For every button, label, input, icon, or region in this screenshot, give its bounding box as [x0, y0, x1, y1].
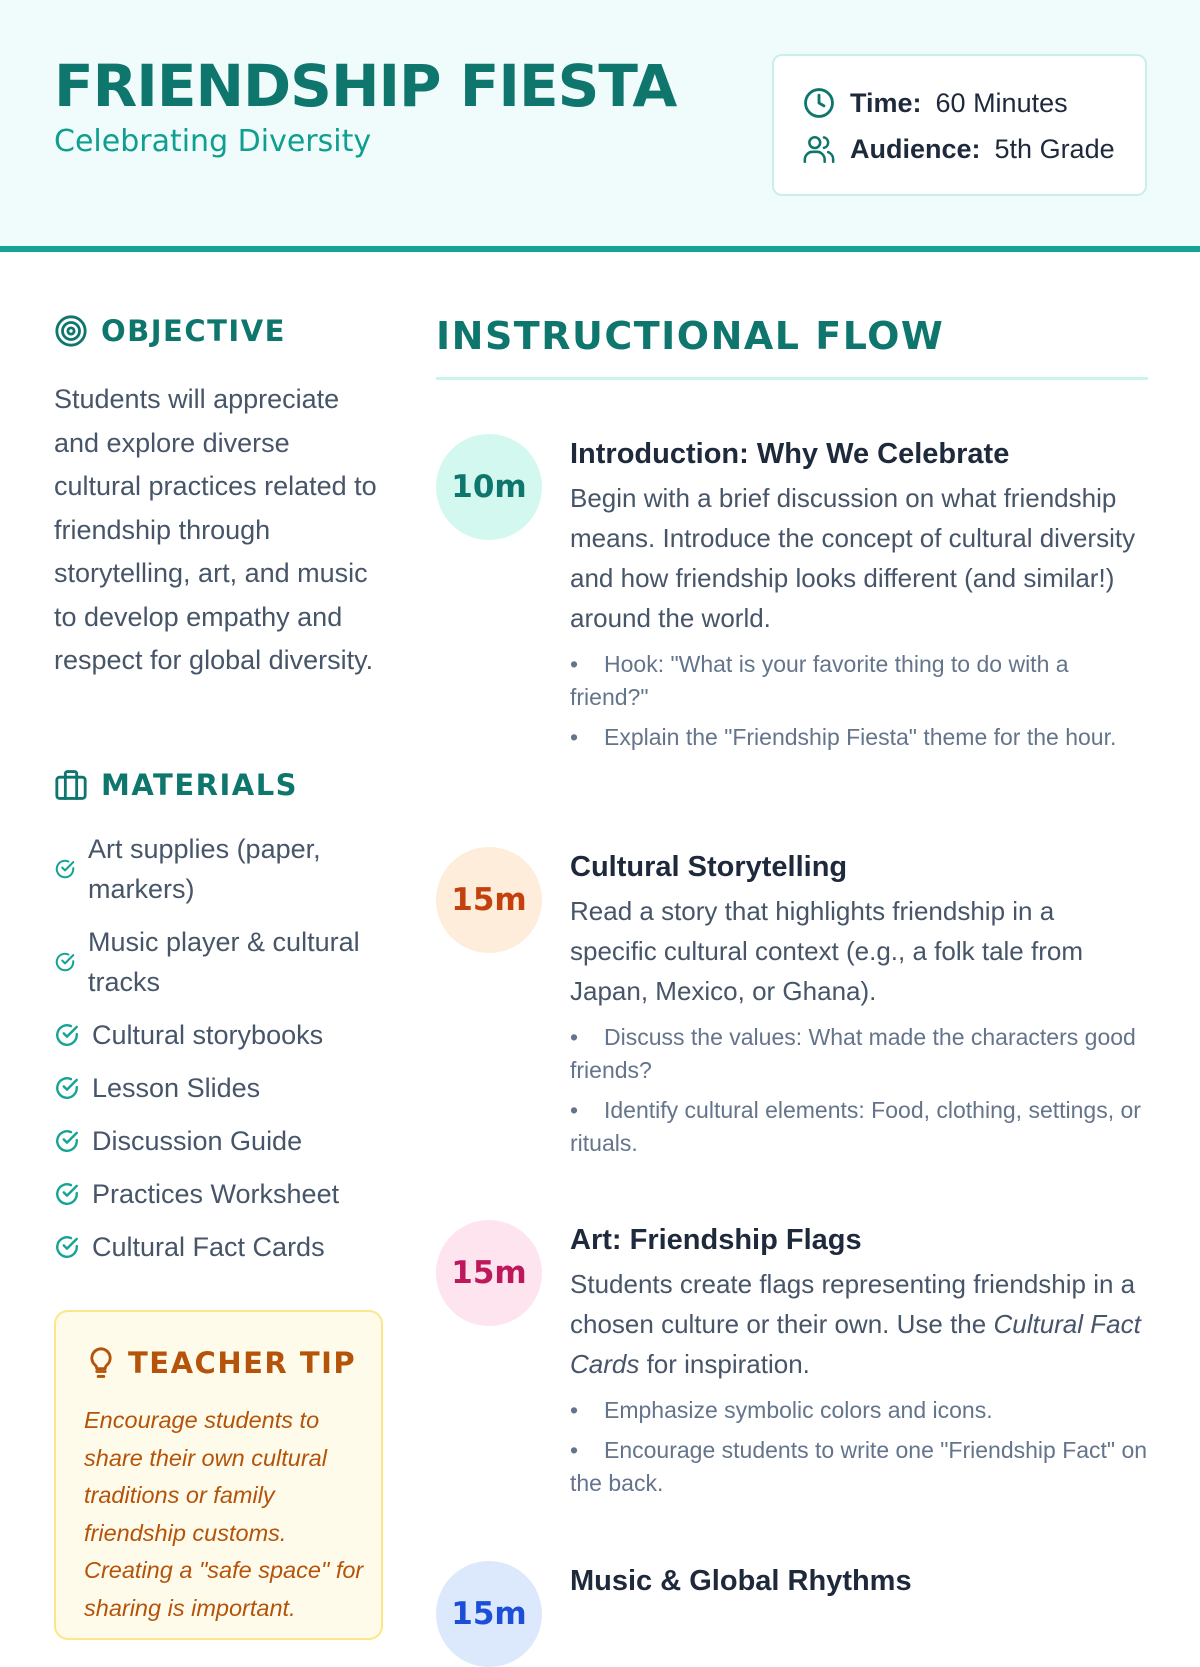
objective-text: Students will appreciate and explore diverse cultural practices related to friendship through storytelling, art, and music to develop empathy and respect for global diversity.: [54, 384, 377, 675]
step-bullet: • Explain the "Friendship Fiesta" theme for the hour.: [570, 721, 1148, 754]
header: [0, 0, 1200, 252]
step-description-text: for inspiration.: [639, 1349, 810, 1379]
material-item: [54, 1068, 394, 1108]
check-circle-icon: [54, 1181, 80, 1207]
lightbulb-icon: [86, 1346, 116, 1380]
step-bullet: • Encourage students to write one "Friendship Fact" on the back.: [570, 1434, 1148, 1500]
time-info: [802, 86, 1068, 120]
step-bullet: • Hook: "What is your favorite thing to do with a friend?": [570, 648, 1148, 714]
users-icon: [802, 132, 836, 166]
check-circle-icon: [54, 858, 76, 880]
step-description-emphasis: Cultural Fact Cards: [570, 1309, 1141, 1379]
material-label: Discussion Guide: [92, 1126, 303, 1156]
briefcase-icon: [54, 768, 88, 802]
target-icon: [54, 314, 88, 348]
duration-badge: 10m: [436, 434, 542, 540]
duration-badge: 15m: [436, 1220, 542, 1326]
check-circle-icon: [54, 1234, 80, 1260]
page-title: FRIENDSHIP FIESTA: [54, 52, 677, 120]
step-description: Begin with a brief discussion on what friendship means. Introduce the concept of cultural diversity and how friendship looks different (and similar!) around the world.: [570, 483, 1136, 633]
step-content: [570, 1561, 1148, 1601]
check-circle-icon: [54, 1128, 80, 1154]
material-item: [54, 829, 394, 909]
material-label: Lesson Slides: [92, 1073, 261, 1103]
step-bullets: [570, 1021, 1148, 1160]
teacher-tip-heading-label: TEACHER TIP: [128, 1346, 357, 1380]
check-circle-icon: [54, 951, 76, 973]
materials-list: [54, 829, 394, 1280]
material-label: Art supplies (paper, markers): [88, 834, 321, 904]
step-content: [570, 1220, 1148, 1507]
instructional-flow-heading: INSTRUCTIONAL FLOW: [436, 314, 945, 358]
step-description: Read a story that highlights friendship in a specific cultural context (e.g., a folk tale from Japan, Mexico, or Ghana).: [570, 896, 1083, 1006]
materials-heading-label: MATERIALS: [101, 768, 299, 802]
material-item: [54, 1121, 394, 1161]
lesson-info-card: [772, 54, 1147, 196]
step-bullet: • Discuss the values: What made the characters good friends?: [570, 1021, 1148, 1087]
material-item: [54, 1227, 394, 1267]
teacher-tip-heading: [86, 1346, 356, 1380]
objective-heading-label: OBJECTIVE: [101, 314, 286, 348]
materials-heading: [54, 768, 298, 802]
step-title: Art: Friendship Flags: [570, 1224, 862, 1256]
material-item: [54, 922, 394, 1002]
divider: [436, 377, 1148, 380]
material-label: Cultural storybooks: [92, 1020, 324, 1050]
check-circle-icon: [54, 1075, 80, 1101]
objective-heading: [54, 314, 286, 348]
material-label: Music player & cultural tracks: [88, 927, 360, 997]
teacher-tip-text: Encourage students to share their own cultural traditions or family friendship customs. Creating a "safe space" for sharing is important.: [84, 1407, 364, 1621]
duration-badge: 15m: [436, 1561, 542, 1667]
step-bullets: [570, 648, 1148, 754]
audience-info: [802, 132, 1115, 166]
step-bullet: • Identify cultural elements: Food, clothing, settings, or rituals.: [570, 1094, 1148, 1160]
audience-label: Audience:: [850, 133, 981, 164]
step-content: [570, 847, 1148, 1167]
page-subtitle: Celebrating Diversity: [54, 124, 372, 159]
time-label: Time:: [850, 87, 922, 118]
duration-badge: 15m: [436, 847, 542, 953]
audience-value: 5th Grade: [994, 133, 1115, 164]
material-item: [54, 1174, 394, 1214]
step-title: Music & Global Rhythms: [570, 1565, 912, 1597]
step-description-text: Students create flags representing friendship in a chosen culture or their own. Use the: [570, 1269, 1136, 1339]
step-content: [570, 434, 1148, 761]
step-description: [570, 1264, 1148, 1384]
material-label: Cultural Fact Cards: [92, 1232, 325, 1262]
step-title: Introduction: Why We Celebrate: [570, 438, 1010, 470]
clock-icon: [802, 86, 836, 120]
material-item: [54, 1015, 394, 1055]
check-circle-icon: [54, 1022, 80, 1048]
teacher-tip-card: [54, 1310, 383, 1640]
time-value: 60 Minutes: [935, 87, 1068, 118]
step-title: Cultural Storytelling: [570, 851, 848, 883]
step-bullets: [570, 1394, 1148, 1500]
material-label: Practices Worksheet: [92, 1179, 340, 1209]
step-bullet: • Emphasize symbolic colors and icons.: [570, 1394, 1148, 1427]
